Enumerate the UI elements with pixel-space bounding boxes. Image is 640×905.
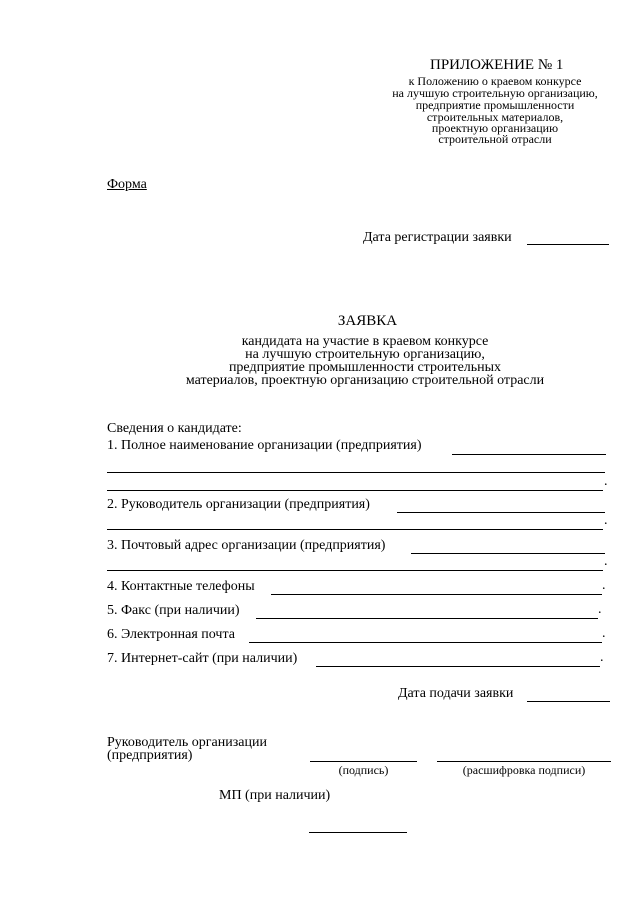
appendix-line-5: проектную организацию xyxy=(431,121,559,135)
signature-caption: (подпись) xyxy=(338,763,389,777)
field-input-address[interactable] xyxy=(411,553,605,554)
appendix-line-3: предприятие промышленности xyxy=(415,98,575,112)
submission-date-field[interactable] xyxy=(527,701,610,702)
field-input-fax[interactable] xyxy=(256,618,598,619)
signature-decoding-caption: (расшифровка подписи) xyxy=(462,763,586,777)
field-input-head-line-2[interactable] xyxy=(107,529,603,530)
field-input-email[interactable] xyxy=(249,642,602,643)
field-end-dot: . xyxy=(598,602,602,617)
appendix-line-2: на лучшую строительную организацию, xyxy=(392,86,598,100)
signature-head-line-2: (предприятия) xyxy=(107,748,193,763)
field-end-dot: . xyxy=(600,650,604,665)
appendix-line-6: строительной отрасли xyxy=(438,132,552,146)
field-label-website: 7. Интернет-сайт (при наличии) xyxy=(107,651,298,666)
field-label-email: 6. Электронная почта xyxy=(107,627,235,642)
registration-date-label: Дата регистрации заявки xyxy=(363,230,512,245)
application-subtitle-2: на лучшую строительную организацию, xyxy=(245,347,485,362)
field-input-address-line-2[interactable] xyxy=(107,570,603,571)
signature-field[interactable] xyxy=(310,761,417,762)
appendix-line-1: к Положению о краевом конкурсе xyxy=(408,74,582,88)
appendix-line-4: строительных материалов, xyxy=(426,110,564,124)
application-subtitle-1: кандидата на участие в краевом конкурсе xyxy=(241,334,489,349)
stamp-label: МП (при наличии) xyxy=(219,788,331,803)
application-subtitle-3: предприятие промышленности строительных xyxy=(228,360,502,375)
field-input-name-line-3[interactable] xyxy=(107,490,603,491)
field-end-dot: . xyxy=(602,578,606,593)
field-end-dot: . xyxy=(604,554,608,569)
field-label-phones: 4. Контактные телефоны xyxy=(107,579,255,594)
application-title: ЗАЯВКА xyxy=(337,313,398,329)
field-label-name: 1. Полное наименование организации (предприятия) xyxy=(107,438,422,453)
appendix-title: ПРИЛОЖЕНИЕ № 1 xyxy=(430,57,564,73)
field-label-address: 3. Почтовый адрес организации (предприятия) xyxy=(107,538,386,553)
field-input-phones[interactable] xyxy=(271,594,602,595)
field-end-dot: . xyxy=(604,513,608,528)
field-end-dot: . xyxy=(604,474,608,489)
application-subtitle-4: материалов, проектную организацию строительной отрасли xyxy=(185,373,545,388)
signature-decoding-field[interactable] xyxy=(437,761,611,762)
signature-head-line-1: Руководитель организации xyxy=(107,735,267,750)
field-end-dot: . xyxy=(602,626,606,641)
stamp-line[interactable] xyxy=(309,832,407,833)
form-label: Форма xyxy=(107,177,147,192)
candidate-heading: Сведения о кандидате: xyxy=(107,421,242,436)
field-input-name[interactable] xyxy=(452,454,606,455)
submission-date-label: Дата подачи заявки xyxy=(398,686,514,701)
field-input-website[interactable] xyxy=(316,666,600,667)
field-input-head[interactable] xyxy=(397,512,605,513)
field-label-fax: 5. Факс (при наличии) xyxy=(107,603,240,618)
registration-date-field[interactable] xyxy=(527,244,609,245)
field-label-head: 2. Руководитель организации (предприятия) xyxy=(107,497,370,512)
field-input-name-line-2[interactable] xyxy=(107,472,605,473)
